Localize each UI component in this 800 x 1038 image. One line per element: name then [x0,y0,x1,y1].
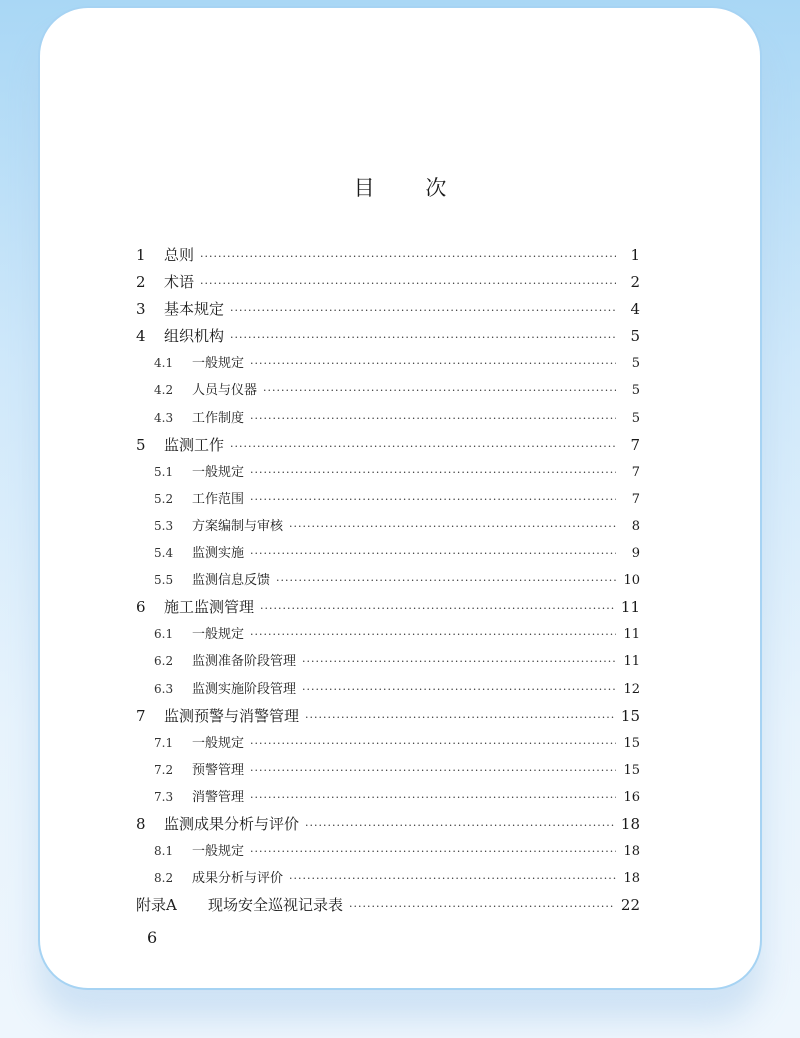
toc-entry[interactable] [136,892,640,919]
toc-entry[interactable] [136,513,640,540]
dot-leader [250,540,616,567]
dot-leader [250,459,616,486]
toc-entry-page: 5 [631,356,640,372]
toc-entry-page: 16 [623,789,640,805]
toc-entry-page: 18 [620,814,640,833]
toc-entry-number: 8.1 [154,844,174,859]
toc-entry[interactable] [136,730,640,757]
toc-entry-page: 15 [620,706,640,725]
dot-leader [289,865,616,892]
toc-entry-number: 7 [136,706,146,725]
toc-entry-number: 1 [136,246,146,264]
toc-entry-title: 预警管理 [192,762,245,778]
toc-entry-number: 6.2 [154,654,174,669]
toc-entry-page: 7 [631,491,640,507]
toc-entry-title: 监测实施 [192,546,245,562]
toc-entry-number: 8 [136,814,146,833]
dot-leader [250,730,616,757]
dot-leader [305,704,615,731]
dot-leader [200,270,616,297]
toc-entry[interactable] [136,350,640,377]
toc-entry[interactable] [136,621,640,648]
toc-entry-page: 5 [631,383,640,399]
toc-entry-title: 工作范围 [192,491,245,507]
toc-entry-number: 6.3 [154,681,174,696]
toc-entry[interactable] [136,811,640,838]
toc-entry-title: 监测准备阶段管理 [192,654,297,670]
toc-entry-title: 一般规定 [192,464,245,480]
toc-entry-number: 7.2 [154,762,174,777]
toc-entry-number: 7.3 [154,789,174,804]
toc-entry[interactable] [136,432,640,459]
toc-entry-number: 4.1 [154,356,174,371]
title-char-2: 次 [425,176,447,200]
toc-entry-page: 5 [631,410,640,426]
toc-entry[interactable] [136,405,640,432]
toc-entry-page: 1 [630,246,640,264]
dot-leader [200,243,616,270]
toc-entry-title: 监测信息反馈 [192,573,271,589]
toc-entry-title: 方案编制与审核 [192,518,284,534]
toc-entry-page: 9 [631,546,640,562]
toc-entry-page: 4 [630,300,640,319]
dot-leader [305,812,615,839]
toc-entry-number: 4 [136,327,146,346]
dot-leader [250,838,616,865]
toc-entry-number: 8.2 [154,871,174,886]
toc-entry-title: 工作制度 [192,410,245,426]
toc-entry-page: 12 [623,681,640,697]
toc-entry-number: 附录A [136,896,177,915]
toc-entry-title: 监测工作 [164,435,225,454]
toc-entry-title: 一般规定 [192,844,245,860]
toc-entry-number: 2 [136,273,146,292]
toc-entry-title: 一般规定 [192,735,245,751]
page-number: 6 [147,928,158,947]
toc-entry-page: 5 [630,327,640,346]
toc-entry-page: 11 [623,627,640,643]
toc-entry-title: 一般规定 [192,627,245,643]
toc-entry-title: 人员与仪器 [192,383,258,399]
toc-entry[interactable] [136,296,640,323]
toc-entry-number: 5.2 [154,491,174,506]
toc-entry[interactable] [136,757,640,784]
toc-entry-page: 7 [631,464,640,480]
toc-entry-number: 6 [136,598,146,617]
toc-entry-title: 术语 [164,273,195,292]
toc-entry-page: 11 [623,654,640,670]
dot-leader [250,405,616,432]
toc-entry-title: 组织机构 [164,327,225,346]
toc-entry-title: 消警管理 [192,789,245,805]
toc-entry-page: 15 [623,735,640,751]
toc-entry[interactable] [136,838,640,865]
toc-entry-number: 5.4 [154,546,174,561]
dot-leader [250,784,616,811]
toc-entry-page: 10 [623,573,640,589]
dot-leader [230,433,616,460]
dot-leader [250,757,616,784]
dot-leader [302,648,616,675]
toc-entry-title: 监测实施阶段管理 [192,681,297,697]
toc-entry[interactable] [136,459,640,486]
toc-entry-title: 监测预警与消警管理 [164,706,300,725]
dot-leader [250,621,616,648]
toc-entry-page: 22 [620,896,640,915]
toc-entry-title: 现场安全巡视记录表 [208,896,344,915]
toc-entry[interactable] [136,594,640,621]
toc-entry-title: 基本规定 [164,300,225,319]
toc-entry-number: 4.2 [154,383,174,398]
toc-entry[interactable] [136,567,640,594]
toc-entry-number: 5 [136,435,146,454]
toc-entry-title: 成果分析与评价 [192,871,284,887]
toc-entry-number: 6.1 [154,627,174,642]
dot-leader [230,297,616,324]
toc-entry-number: 4.3 [154,410,174,425]
title-char-1: 目 [353,176,375,200]
toc-entry[interactable] [136,486,640,513]
dot-leader [230,324,616,351]
dot-leader [250,486,616,513]
dot-leader [349,893,615,920]
toc-entry[interactable] [136,703,640,730]
dot-leader [302,676,616,703]
toc-entry-number: 7.1 [154,735,174,750]
toc-entry-page: 11 [620,598,640,617]
dot-leader [276,567,616,594]
toc-entry-title: 一般规定 [192,356,245,372]
dot-leader [260,595,615,622]
toc-entry-title: 监测成果分析与评价 [164,814,300,833]
toc-entry-number: 5.5 [154,573,174,588]
toc-entry[interactable] [136,865,640,892]
toc-entry-title: 总则 [164,246,195,264]
toc-entry-page: 15 [623,762,640,778]
toc-entry[interactable] [136,540,640,567]
toc-entry-page: 18 [623,844,640,860]
toc-entry[interactable] [136,269,640,296]
toc-entry-page: 18 [623,871,640,887]
toc-entry[interactable] [136,242,640,269]
toc-entry-number: 5.1 [154,464,174,479]
toc-entry-page: 2 [630,273,640,292]
table-of-contents [136,242,640,919]
dot-leader [263,377,616,404]
toc-entry-page: 7 [630,435,640,454]
toc-entry[interactable] [136,676,640,703]
dot-leader [250,350,616,377]
toc-entry-page: 8 [631,518,640,534]
toc-entry[interactable] [136,648,640,675]
toc-entry[interactable] [136,323,640,350]
toc-entry-title: 施工监测管理 [164,598,255,617]
toc-entry[interactable] [136,377,640,404]
dot-leader [289,513,616,540]
toc-entry-number: 3 [136,300,146,319]
page-title [0,172,800,202]
toc-entry-number: 5.3 [154,518,174,533]
toc-entry[interactable] [136,784,640,811]
